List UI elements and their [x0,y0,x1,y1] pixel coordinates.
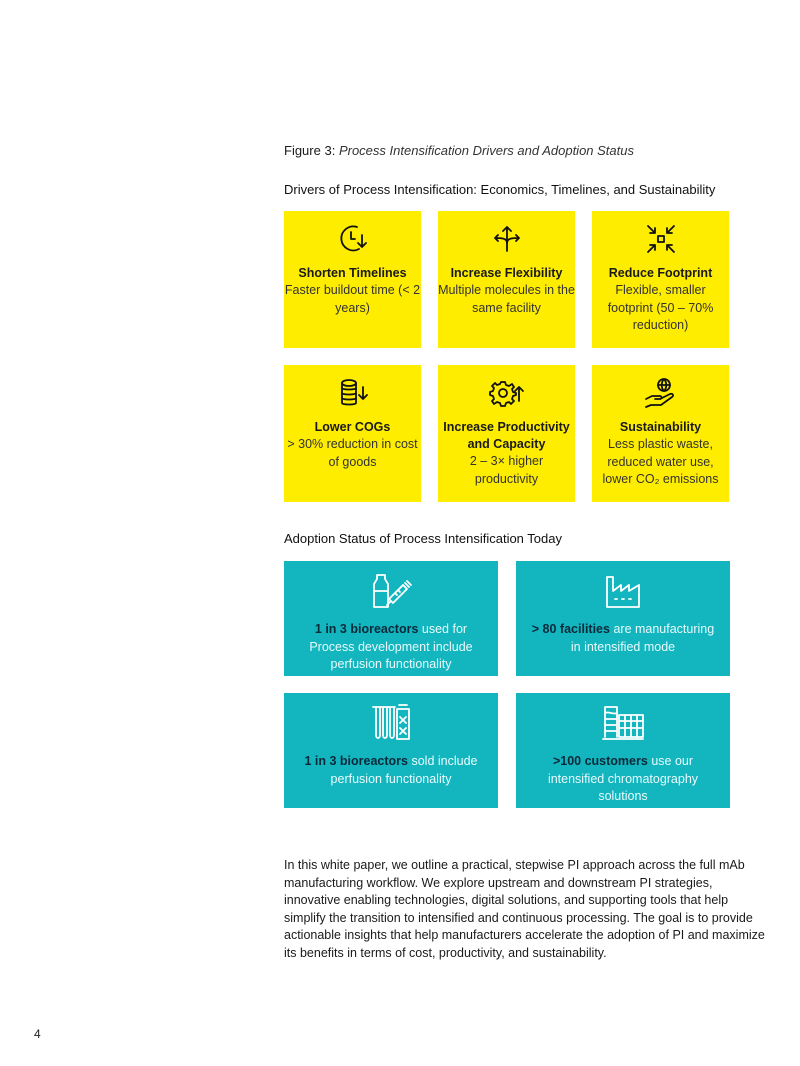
driver-title: Shorten Timelines [298,266,407,280]
adoption-tile-facilities [516,561,730,676]
adoption-heading: Adoption Status of Process Intensification Today [284,531,562,546]
gear-up-icon [489,375,525,411]
driver-desc: > 30% reduction in cost of goods [287,437,418,469]
driver-desc: Faster buildout time (< 2 years) [284,283,421,315]
adoption-rest: used for Process development include perfusion functionality [309,622,473,671]
hand-globe-icon [643,375,679,411]
driver-tile-lower-cogs [284,365,421,502]
adoption-tile-bioreactors-sold [284,693,498,808]
adoption-text [516,753,730,806]
adoption-rest: use our intensified chromatography solutions [547,754,699,803]
driver-tile-shorten-timelines [284,211,421,348]
factory-icon [601,569,645,613]
adoption-text [284,753,498,788]
driver-title: Increase Flexibility [450,266,563,280]
adoption-highlight: > 80 facilities [531,622,610,636]
driver-desc: Less plastic waste, reduced water use, lower CO₂ emissions [602,437,719,486]
body-paragraph: In this white paper, we outline a practical, stepwise PI approach across the full mAb manufacturing workflow. We explore upstream and downstream PI strategies, innovative enabling technologies, digital solutions, and supporting tools that help simplify the transition to intensified and continuous processing. The goal is to provide actionable insights that help manufacturers accelerate the adoption of PI and maximize its benefits in terms of cost, productivity, and sustainability. [284,858,765,960]
drivers-heading: Drivers of Process Intensification: Economics, Timelines, and Sustainability [284,182,716,197]
figure-label: Figure 3: [284,143,336,158]
adoption-text [284,621,498,674]
branching-arrows-icon [489,221,525,257]
adoption-tile-bioreactors-process-dev [284,561,498,676]
driver-tile-increase-flexibility [438,211,575,348]
driver-title: Reduce Footprint [608,266,713,280]
driver-desc: Flexible, smaller footprint (50 – 70% reduction) [607,283,714,332]
figure-title: Process Intensification Drivers and Adoption Status [338,143,634,158]
adoption-rest: sold include perfusion functionality [330,754,478,786]
coins-down-icon [335,375,371,411]
driver-title: Sustainability [619,420,702,434]
driver-tile-increase-productivity [438,365,575,502]
adoption-rest: are manufacturing in intensified mode [570,622,715,654]
driver-desc: 2 – 3× higher productivity [469,454,544,486]
adoption-text [516,621,730,656]
driver-title: Lower COGs [314,420,391,434]
adoption-highlight: 1 in 3 bioreactors [314,622,419,636]
driver-desc: Multiple molecules in the same facility [438,283,575,315]
compress-arrows-icon [643,221,679,257]
driver-tile-reduce-footprint [592,211,729,348]
adoption-tile-customers [516,693,730,808]
clock-down-icon [335,221,371,257]
driver-tile-sustainability [592,365,729,502]
bottle-syringe-icon [369,569,413,613]
driver-title: Increase Productivity and Capacity [443,420,570,451]
page-number: 4 [34,1027,41,1041]
adoption-highlight: 1 in 3 bioreactors [304,754,408,768]
chromatography-columns-icon [601,701,645,745]
adoption-highlight: >100 customers [552,754,648,768]
figure-caption [284,143,634,158]
bioreactor-bags-icon [369,701,413,745]
